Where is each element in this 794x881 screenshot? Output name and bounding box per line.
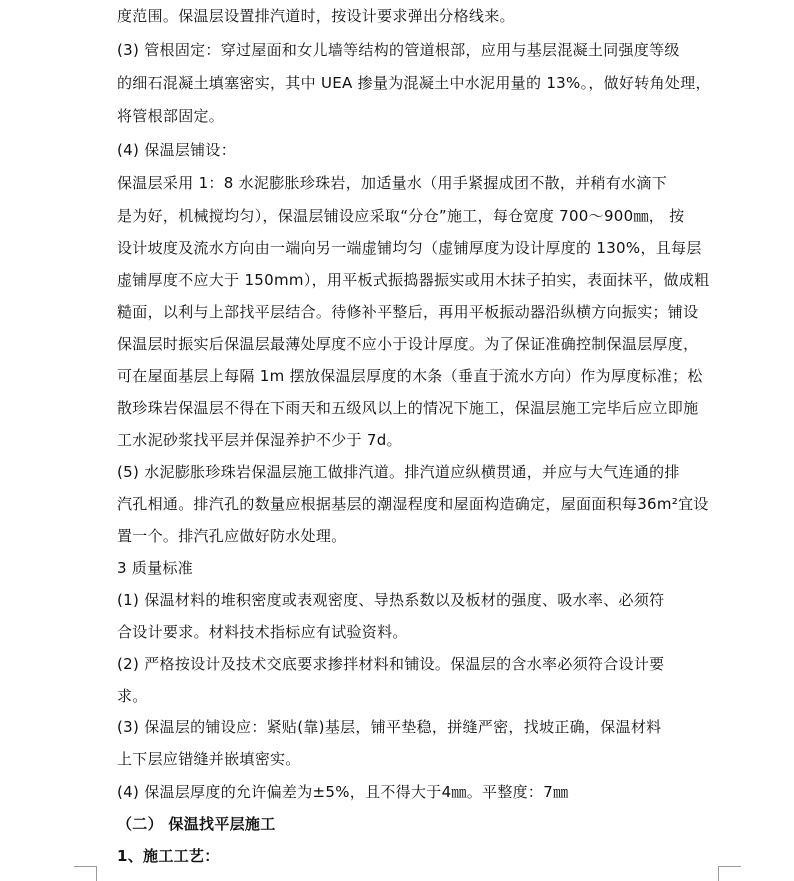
body-text-line: 置一个。排汽孔应做好防水处理。 [117,527,347,545]
body-text-line: 度范围。保温层设置排汽道时，按设计要求弹出分格线来。 [117,7,515,25]
body-text-line: 设计坡度及流水方向由一端向另一端虚铺均匀（虚铺厚度为设计厚度的 130%，且每层 [117,239,702,257]
body-text-line: 保温层时振实后保温层最薄处厚度不应小于设计厚度。为了保证准确控制保温层厚度， [117,335,699,353]
body-text-line: 将管根部固定。 [117,107,225,125]
body-text-line: 糙面，以利与上部找平层结合。待修补平整后，再用平板振动器沿纵横方向振实；铺设 [117,303,699,321]
page-corner-mark-left [74,866,97,881]
body-text-line: 保温层采用 1：8 水泥膨胀珍珠岩，加适量水（用手紧握成团不散，并稍有水滴下 [117,174,668,192]
body-text-line: 汽孔相通。排汽孔的数量应根据基层的潮湿程度和屋面构造确定，屋面面积每36m²宜设 [117,495,709,513]
page-corner-mark-right [718,866,741,881]
section-heading: （二） 保温找平层施工 [117,815,276,833]
body-text-line: (3) 管根固定：穿过屋面和女儿墙等结构的管道根部，应用与基层混凝土同强度等级 [117,41,680,59]
section-heading: 3 质量标准 [117,559,194,577]
body-text-line: (4) 保温层厚度的允许偏差为±5%，且不得大于4㎜。平整度：7㎜ [117,783,569,801]
body-text-line: 工水泥砂浆找平层并保湿养护不少于 7d。 [117,431,402,449]
body-text-line: 合设计要求。材料技术指标应有试验资料。 [117,623,408,641]
body-text-line: (2) 严格按设计及技术交底要求掺拌材料和铺设。保温层的含水率必须符合设计要 [117,655,665,673]
body-text-line: (5) 水泥膨胀珍珠岩保温层施工做排汽道。排汽道应纵横贯通，并应与大气连通的排 [117,463,680,481]
subsection-heading: 1、施工工艺： [117,847,220,865]
body-text-line: 上下层应错缝并嵌填密实。 [117,750,301,768]
body-text-line: (1) 保温材料的堆积密度或表观密度、导热系数以及板材的强度、吸水率、必须符 [117,591,665,609]
body-text-line: 散珍珠岩保温层不得在下雨天和五级风以上的情况下施工，保温层施工完毕后应立即施 [117,399,699,417]
section-heading: (4) 保温层铺设： [117,141,237,159]
body-text-line: 求。 [117,687,148,705]
body-text-line: 可在屋面基层上每隔 1m 摆放保温层厚度的木条（垂直于流水方向）作为厚度标准；松 [117,367,703,385]
body-text-line: (3) 保温层的铺设应：紧贴(靠)基层，铺平垫稳，拼缝严密，找坡正确，保温材料 [117,718,662,736]
body-text-line: 虚铺厚度不应大于 150mm），用平板式振捣器振实或用木抹子拍实，表面抹平，做成粗 [117,271,710,289]
body-text-line: 的细石混凝土填塞密实，其中 UEA 掺量为混凝土中水泥用量的 13%。，做好转角处理， [117,74,711,92]
body-text-line: 是为好，机械搅均匀），保温层铺设应采取“分仓”施工，每仓宽度 700～900㎜， 按 [117,207,685,225]
